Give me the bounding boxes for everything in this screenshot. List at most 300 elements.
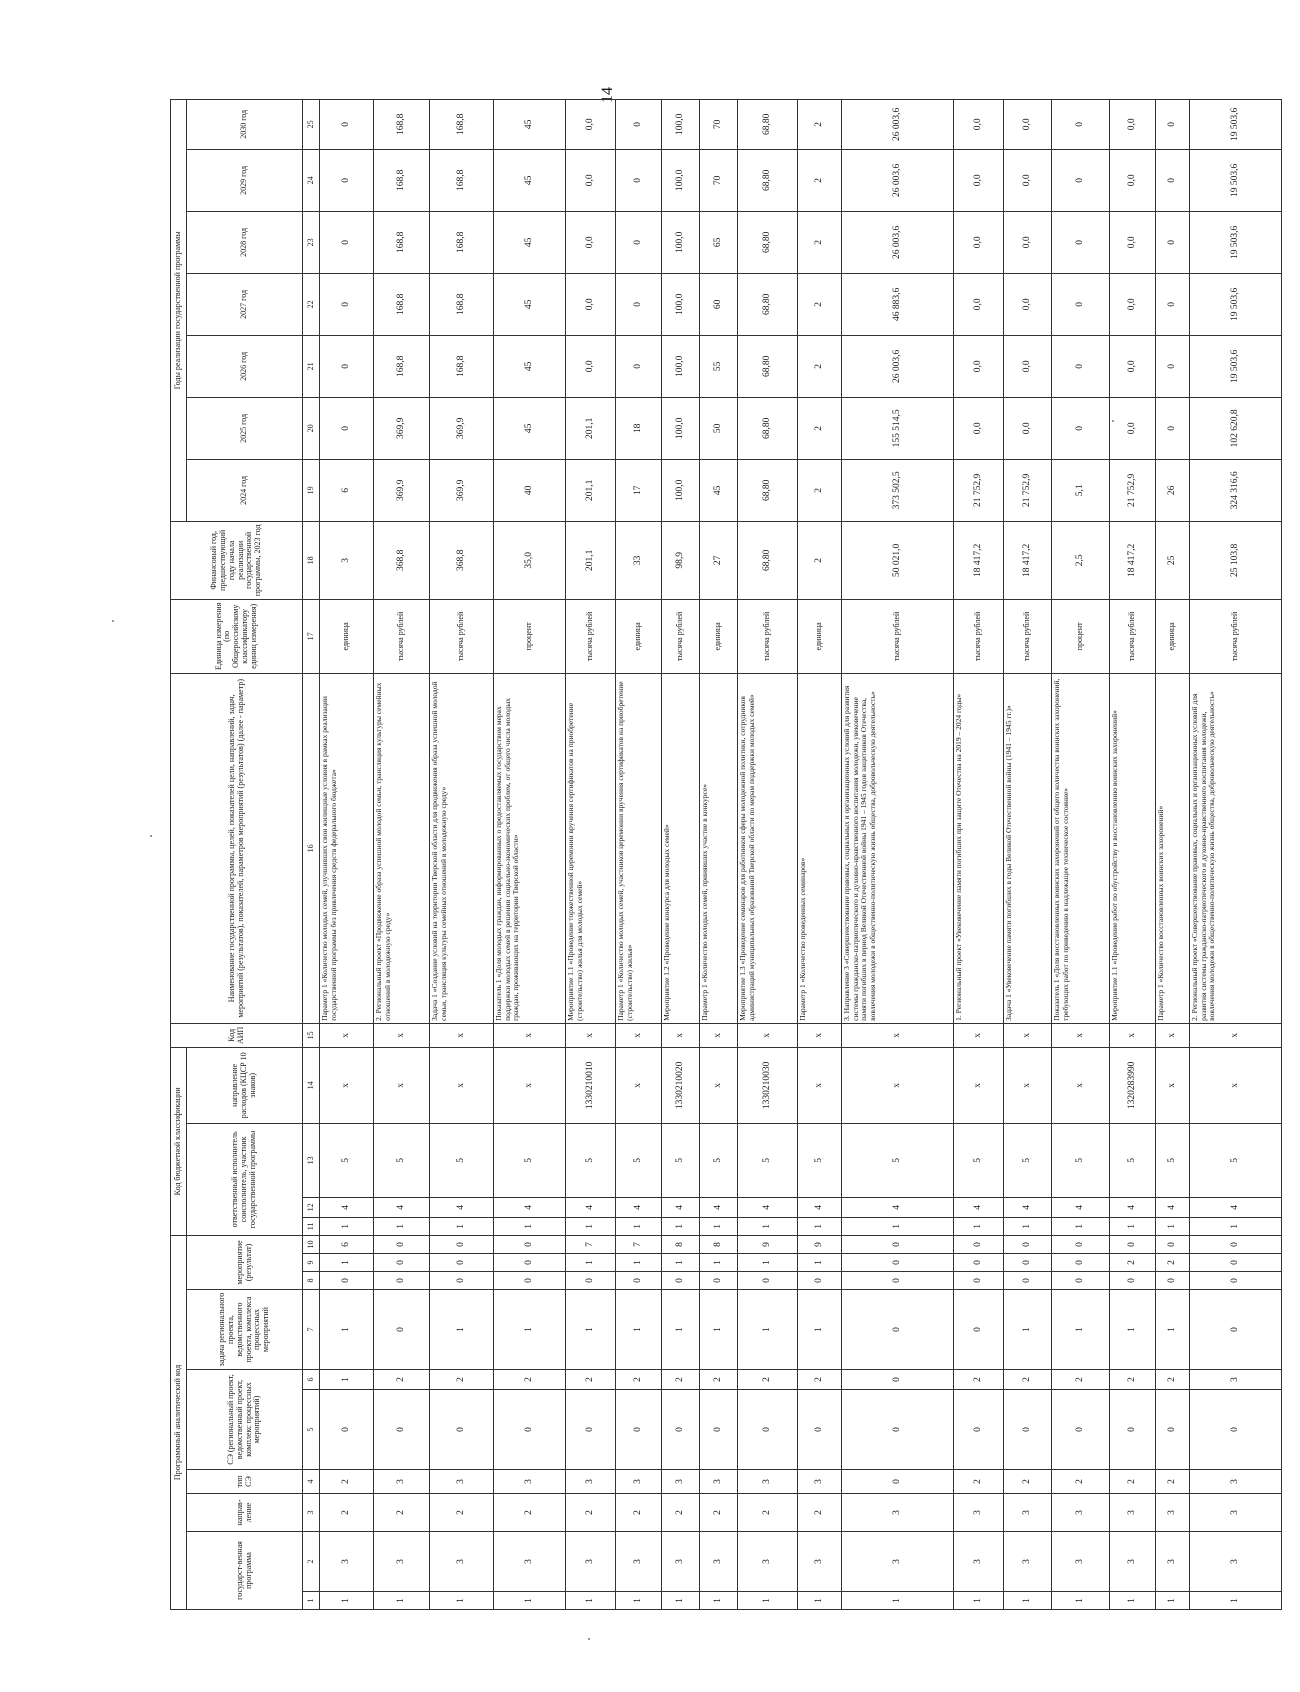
row-year-value: 68,80 bbox=[738, 149, 798, 211]
row-year-value: 0,0 bbox=[1004, 335, 1052, 397]
code-cell: 4 bbox=[430, 1197, 494, 1217]
code-cell: 5 bbox=[1052, 1123, 1110, 1197]
code-cell: 0 bbox=[1190, 1254, 1282, 1272]
code-cell: 2 bbox=[1004, 1470, 1052, 1494]
code-cell: 0 bbox=[954, 1235, 1004, 1253]
code-cell: 3 bbox=[616, 1532, 662, 1592]
code-cell: х bbox=[954, 1047, 1004, 1123]
code-cell: 0 bbox=[1052, 1235, 1110, 1253]
code-cell: 4 bbox=[1156, 1197, 1190, 1217]
column-number: 11 bbox=[303, 1217, 320, 1235]
row-year-value: 19 503,6 bbox=[1190, 211, 1282, 273]
header-year-2030: 2030 год bbox=[187, 99, 303, 149]
row-year-value: 68,80 bbox=[738, 273, 798, 335]
code-cell: 2 bbox=[662, 1370, 700, 1390]
row-year-value: 26 003,6 bbox=[842, 99, 954, 149]
column-number: 22 bbox=[303, 273, 320, 335]
code-cell: 3 bbox=[1004, 1494, 1052, 1532]
code-cell: х bbox=[1190, 1023, 1282, 1047]
code-cell: 1 bbox=[1190, 1592, 1282, 1610]
code-cell: 2 bbox=[738, 1370, 798, 1390]
row-year-value: 0,0 bbox=[1110, 397, 1156, 459]
column-number: 9 bbox=[303, 1254, 320, 1272]
code-cell: 3 bbox=[954, 1494, 1004, 1532]
code-cell: 2 bbox=[430, 1370, 494, 1390]
code-cell: 1 bbox=[430, 1290, 494, 1370]
code-cell: 1 bbox=[566, 1254, 616, 1272]
column-number: 13 bbox=[303, 1123, 320, 1197]
code-cell: 0 bbox=[954, 1254, 1004, 1272]
code-cell: 0 bbox=[1004, 1390, 1052, 1470]
code-cell: 0 bbox=[1110, 1390, 1156, 1470]
row-unit: единица bbox=[616, 599, 662, 673]
row-fin-2023: 25 bbox=[1156, 521, 1190, 599]
code-cell: 4 bbox=[662, 1197, 700, 1217]
code-cell: 3 bbox=[494, 1470, 566, 1494]
header-budget-code: Код бюджетной классификации bbox=[171, 1047, 187, 1235]
row-year-value: 100,0 bbox=[662, 397, 700, 459]
row-unit: единица bbox=[1156, 599, 1190, 673]
code-cell: 2 bbox=[494, 1370, 566, 1390]
code-cell: х bbox=[700, 1047, 738, 1123]
code-cell: 1 bbox=[842, 1217, 954, 1235]
row-year-value: 0,0 bbox=[566, 149, 616, 211]
row-year-value: 168,8 bbox=[430, 149, 494, 211]
table-row bbox=[1004, 99, 1052, 1609]
row-year-value: 100,0 bbox=[662, 273, 700, 335]
row-year-value: 0,0 bbox=[954, 149, 1004, 211]
header-years-group: Годы реализации государственной программы bbox=[171, 99, 187, 521]
code-cell: 2 bbox=[798, 1370, 842, 1390]
row-name: Параметр 1 «Количество молодых семей, участников церемонии вручения сертификатов на приобретение (строительство) жилья» bbox=[616, 673, 662, 1023]
row-year-value: 0,0 bbox=[566, 335, 616, 397]
header-prog-code: Программный аналитический код bbox=[171, 1235, 187, 1609]
code-cell: 0 bbox=[616, 1272, 662, 1290]
row-unit: тысяча рублей bbox=[738, 599, 798, 673]
row-fin-2023: 18 417,2 bbox=[1110, 521, 1156, 599]
row-year-value: 68,80 bbox=[738, 459, 798, 521]
header-task: задача регионального проекта, ведомственного проекта, комплекса процессных мероприятий bbox=[187, 1290, 303, 1370]
header-type-se: тип СЭ bbox=[187, 1470, 303, 1494]
row-fin-2023: 368,8 bbox=[430, 521, 494, 599]
code-cell: 3 bbox=[1110, 1532, 1156, 1592]
code-cell: 5 bbox=[374, 1123, 430, 1197]
column-number: 15 bbox=[303, 1023, 320, 1047]
code-cell: 0 bbox=[1190, 1272, 1282, 1290]
code-cell: 1 bbox=[1052, 1217, 1110, 1235]
row-year-value: 0,0 bbox=[1110, 273, 1156, 335]
code-cell: 3 bbox=[1156, 1532, 1190, 1592]
code-cell: 1 bbox=[1190, 1217, 1282, 1235]
column-number: 1 bbox=[303, 1592, 320, 1610]
row-year-value: 369,9 bbox=[430, 397, 494, 459]
code-cell: 4 bbox=[738, 1197, 798, 1217]
code-cell: 4 bbox=[1190, 1197, 1282, 1217]
code-cell: 1 bbox=[494, 1217, 566, 1235]
code-cell: 1 bbox=[798, 1217, 842, 1235]
row-year-value: 0 bbox=[616, 335, 662, 397]
row-year-value: 324 316,6 bbox=[1190, 459, 1282, 521]
code-cell: 3 bbox=[374, 1532, 430, 1592]
code-cell: 2 bbox=[616, 1370, 662, 1390]
code-cell: 1 bbox=[1004, 1217, 1052, 1235]
row-year-value: 45 bbox=[494, 335, 566, 397]
code-cell: 4 bbox=[616, 1197, 662, 1217]
code-cell: 3 bbox=[1190, 1494, 1282, 1532]
header-aip: Код АИП bbox=[171, 1023, 303, 1047]
code-cell: 5 bbox=[662, 1123, 700, 1197]
code-cell: 3 bbox=[566, 1532, 616, 1592]
code-cell: х bbox=[320, 1047, 374, 1123]
row-year-value: 0 bbox=[320, 397, 374, 459]
code-cell: 2 bbox=[1156, 1470, 1190, 1494]
code-cell: 0 bbox=[430, 1254, 494, 1272]
row-name: Мероприятие 1.2 «Проведение конкурса для молодых семей» bbox=[662, 673, 700, 1023]
row-year-value: 46 883,6 bbox=[842, 273, 954, 335]
row-year-value: 45 bbox=[494, 397, 566, 459]
header-year-2026: 2026 год bbox=[187, 335, 303, 397]
code-cell: 4 bbox=[954, 1197, 1004, 1217]
code-cell: 0 bbox=[662, 1272, 700, 1290]
code-cell: х bbox=[662, 1023, 700, 1047]
code-cell: 0 bbox=[1004, 1272, 1052, 1290]
code-cell: 1 bbox=[738, 1592, 798, 1610]
row-fin-2023: 3 bbox=[320, 521, 374, 599]
row-year-value: 50 bbox=[700, 397, 738, 459]
row-year-value: 2 bbox=[798, 149, 842, 211]
code-cell: 5 bbox=[842, 1123, 954, 1197]
code-cell: 0 bbox=[1156, 1272, 1190, 1290]
code-cell: 1 bbox=[320, 1254, 374, 1272]
column-number: 23 bbox=[303, 211, 320, 273]
code-cell: 5 bbox=[1156, 1123, 1190, 1197]
code-cell: 0 bbox=[1052, 1390, 1110, 1470]
code-cell: 0 bbox=[374, 1390, 430, 1470]
code-cell: 3 bbox=[954, 1532, 1004, 1592]
row-year-value: 0 bbox=[1156, 149, 1190, 211]
code-cell: 2 bbox=[798, 1494, 842, 1532]
row-year-value: 21 752,9 bbox=[1004, 459, 1052, 521]
row-year-value: 0 bbox=[320, 211, 374, 273]
row-fin-2023: 201,1 bbox=[566, 521, 616, 599]
code-cell: 1330210010 bbox=[566, 1047, 616, 1123]
row-unit: тысяча рублей bbox=[662, 599, 700, 673]
code-cell: 4 bbox=[566, 1197, 616, 1217]
code-cell: 4 bbox=[798, 1197, 842, 1217]
row-year-value: 0,0 bbox=[954, 397, 1004, 459]
row-unit: тысяча рублей bbox=[1004, 599, 1052, 673]
header-year-2025: 2025 год bbox=[187, 397, 303, 459]
code-cell: 3 bbox=[842, 1532, 954, 1592]
code-cell: 1 bbox=[566, 1290, 616, 1370]
code-cell: 5 bbox=[954, 1123, 1004, 1197]
row-unit: тысяча рублей bbox=[374, 599, 430, 673]
row-year-value: 100,0 bbox=[662, 149, 700, 211]
code-cell: 2 bbox=[320, 1494, 374, 1532]
row-year-value: 0 bbox=[616, 99, 662, 149]
row-year-value: 70 bbox=[700, 149, 738, 211]
row-year-value: 0,0 bbox=[566, 211, 616, 273]
code-cell: 0 bbox=[494, 1390, 566, 1470]
code-cell: х bbox=[798, 1047, 842, 1123]
code-cell: 3 bbox=[662, 1532, 700, 1592]
program-table bbox=[170, 99, 1282, 1610]
header-fin-year: Финансовый год, предшествующий году начала реализации государственной программы, 2023 год bbox=[171, 521, 303, 599]
code-cell: 0 bbox=[954, 1272, 1004, 1290]
row-year-value: 19 503,6 bbox=[1190, 335, 1282, 397]
code-cell: 3 bbox=[1110, 1494, 1156, 1532]
header-event: мероприятие (результат) bbox=[187, 1235, 303, 1289]
code-cell: 2 bbox=[954, 1370, 1004, 1390]
code-cell: 0 bbox=[320, 1390, 374, 1470]
table-row bbox=[738, 99, 798, 1609]
row-year-value: 0 bbox=[1156, 397, 1190, 459]
column-number: 17 bbox=[303, 599, 320, 673]
row-year-value: 168,8 bbox=[374, 99, 430, 149]
row-fin-2023: 35,0 bbox=[494, 521, 566, 599]
row-name: Задача 1 «Создание условий на территории Тверской области для продвижения образа успешной молодой семьи, трансляция культуры семейных отношений в молодежную среду» bbox=[430, 673, 494, 1023]
column-number: 7 bbox=[303, 1290, 320, 1370]
row-year-value: 2 bbox=[798, 273, 842, 335]
row-year-value: 168,8 bbox=[430, 99, 494, 149]
code-cell: 5 bbox=[616, 1123, 662, 1197]
code-cell: 5 bbox=[1110, 1123, 1156, 1197]
row-year-value: 26 003,6 bbox=[842, 335, 954, 397]
code-cell: 3 bbox=[1190, 1470, 1282, 1494]
code-cell: 1 bbox=[738, 1290, 798, 1370]
code-cell: 3 bbox=[430, 1532, 494, 1592]
code-cell: 2 bbox=[566, 1370, 616, 1390]
row-year-value: 0 bbox=[616, 149, 662, 211]
row-name: Параметр 1 «Количество проведенных семинаров» bbox=[798, 673, 842, 1023]
code-cell: 0 bbox=[798, 1390, 842, 1470]
row-year-value: 0 bbox=[1156, 273, 1190, 335]
row-name: Задача 1 «Увековечение памяти погибших в годы Великой Отечественной войны (1941 – 1945 гг.)» bbox=[1004, 673, 1052, 1023]
code-cell: 5 bbox=[1190, 1123, 1282, 1197]
row-year-value: 0 bbox=[1052, 99, 1110, 149]
column-number: 18 bbox=[303, 521, 320, 599]
column-number-row bbox=[303, 99, 320, 1609]
row-unit: тысяча рублей bbox=[566, 599, 616, 673]
column-number: 25 bbox=[303, 99, 320, 149]
code-cell: 2 bbox=[1110, 1254, 1156, 1272]
code-cell: 8 bbox=[700, 1235, 738, 1253]
code-cell: 9 bbox=[798, 1235, 842, 1253]
code-cell: 1 bbox=[700, 1254, 738, 1272]
code-cell: 3 bbox=[374, 1470, 430, 1494]
code-cell: 2 bbox=[374, 1494, 430, 1532]
code-cell: 1 bbox=[1052, 1290, 1110, 1370]
table-row bbox=[320, 99, 374, 1609]
row-year-value: 17 bbox=[616, 459, 662, 521]
code-cell: 1 bbox=[430, 1592, 494, 1610]
row-year-value: 0,0 bbox=[954, 273, 1004, 335]
row-unit: тысяча рублей bbox=[1110, 599, 1156, 673]
code-cell: 1 bbox=[662, 1290, 700, 1370]
code-cell: х bbox=[374, 1047, 430, 1123]
code-cell: х bbox=[374, 1023, 430, 1047]
code-cell: 2 bbox=[1156, 1254, 1190, 1272]
row-year-value: 168,8 bbox=[430, 211, 494, 273]
code-cell: 3 bbox=[798, 1532, 842, 1592]
code-cell: 1 bbox=[700, 1290, 738, 1370]
header-executor: ответственный исполнитель соисполнитель, участник государственной программы bbox=[187, 1123, 303, 1235]
column-number: 21 bbox=[303, 335, 320, 397]
row-name: 3. Направление 3 «Совершенствование правовых, социальных и организационных условий для развития системы гражданско-патриотического и духовно-нравственного воспитания молодежи, увековечение памяти погибших в период Великой Отечественной войны 1941 – 1945 годов защитников Отечества, вовлечения молодежи в общественно-политическую жизнь общества, добровольческую деятельность» bbox=[842, 673, 954, 1023]
row-year-value: 0,0 bbox=[954, 335, 1004, 397]
row-year-value: 102 620,8 bbox=[1190, 397, 1282, 459]
code-cell: 1 bbox=[374, 1592, 430, 1610]
row-unit: процент bbox=[1052, 599, 1110, 673]
column-number: 16 bbox=[303, 673, 320, 1023]
code-cell: 0 bbox=[494, 1235, 566, 1253]
row-year-value: 0 bbox=[320, 335, 374, 397]
code-cell: 6 bbox=[320, 1235, 374, 1253]
code-cell: 2 bbox=[1110, 1470, 1156, 1494]
code-cell: 0 bbox=[566, 1390, 616, 1470]
code-cell: 1 bbox=[954, 1217, 1004, 1235]
code-cell: 0 bbox=[700, 1390, 738, 1470]
row-year-value: 5,1 bbox=[1052, 459, 1110, 521]
code-cell: 4 bbox=[320, 1197, 374, 1217]
code-cell: 3 bbox=[1052, 1494, 1110, 1532]
code-cell: 0 bbox=[738, 1390, 798, 1470]
table-row bbox=[1156, 99, 1190, 1609]
column-number: 14 bbox=[303, 1047, 320, 1123]
table-row bbox=[798, 99, 842, 1609]
code-cell: 1 bbox=[1156, 1592, 1190, 1610]
code-cell: 2 bbox=[616, 1494, 662, 1532]
row-name: Показатель 1 «Доля восстановленных воинских захоронений от общего количества воинских захоронений, требующих работ по приведению в надлежащее техническое состояние» bbox=[1052, 673, 1110, 1023]
rotated-table-area bbox=[170, 100, 1300, 1610]
code-cell: 1 bbox=[320, 1290, 374, 1370]
row-year-value: 0,0 bbox=[1004, 397, 1052, 459]
row-unit: единица bbox=[700, 599, 738, 673]
row-year-value: 19 503,6 bbox=[1190, 99, 1282, 149]
code-cell: 0 bbox=[700, 1272, 738, 1290]
code-cell: 0 bbox=[842, 1470, 954, 1494]
code-cell: 0 bbox=[374, 1290, 430, 1370]
code-cell: 1 bbox=[798, 1254, 842, 1272]
code-cell: х bbox=[1004, 1023, 1052, 1047]
code-cell: 0 bbox=[1190, 1235, 1282, 1253]
code-cell: 2 bbox=[320, 1470, 374, 1494]
code-cell: х bbox=[320, 1023, 374, 1047]
code-cell: 0 bbox=[1052, 1254, 1110, 1272]
row-year-value: 2 bbox=[798, 99, 842, 149]
row-year-value: 26 bbox=[1156, 459, 1190, 521]
code-cell: 1 bbox=[374, 1217, 430, 1235]
code-cell: 1330210020 bbox=[662, 1047, 700, 1123]
row-name: Мероприятие 1.1 «Проведение торжественной церемонии вручения сертификатов на приобретение (строительство) жилья для молодых семей» bbox=[566, 673, 616, 1023]
code-cell: 3 bbox=[738, 1532, 798, 1592]
code-cell: х bbox=[1004, 1047, 1052, 1123]
row-fin-2023: 27 bbox=[700, 521, 738, 599]
row-fin-2023: 25 103,8 bbox=[1190, 521, 1282, 599]
code-cell: 5 bbox=[566, 1123, 616, 1197]
code-cell: 1 bbox=[1110, 1290, 1156, 1370]
column-number: 8 bbox=[303, 1272, 320, 1290]
code-cell: 1 bbox=[662, 1217, 700, 1235]
row-fin-2023: 2 bbox=[798, 521, 842, 599]
code-cell: х bbox=[1190, 1047, 1282, 1123]
code-cell: х bbox=[616, 1047, 662, 1123]
row-name: 2. Региональный проект «Совершенствование правовых, социальных и организационных условий для развития системы гражданско-патриотического и духовно-нравственного воспитания молодежи, вовлечения молодежи в общественно-политическую жизнь общества, добровольческую деятельность» bbox=[1190, 673, 1282, 1023]
row-year-value: 0,0 bbox=[954, 211, 1004, 273]
code-cell: 1 bbox=[1052, 1592, 1110, 1610]
row-name: Показатель 1 «Доля молодых граждан, информированных о предоставляемых государством мерах поддержки молодых семей в решении социально-экономических проблем, от общего числа молодых граждан, проживающих на территории Тверской области» bbox=[494, 673, 566, 1023]
row-year-value: 155 514,5 bbox=[842, 397, 954, 459]
row-year-value: 0,0 bbox=[1110, 335, 1156, 397]
row-unit: процент bbox=[494, 599, 566, 673]
code-cell: 0 bbox=[1052, 1272, 1110, 1290]
code-cell: 0 bbox=[738, 1272, 798, 1290]
code-cell: х bbox=[1052, 1047, 1110, 1123]
code-cell: х bbox=[738, 1023, 798, 1047]
code-cell: 3 bbox=[798, 1470, 842, 1494]
code-cell: 0 bbox=[430, 1390, 494, 1470]
code-cell: 0 bbox=[1156, 1390, 1190, 1470]
row-year-value: 2 bbox=[798, 211, 842, 273]
row-name: Параметр 1 «Количество молодых семей, улучшивших свои жилищные условия в рамках реализации государственной программы без привлечения средств федерального бюджета» bbox=[320, 673, 374, 1023]
code-cell: 1 bbox=[738, 1254, 798, 1272]
row-year-value: 373 502,5 bbox=[842, 459, 954, 521]
code-cell: 8 bbox=[662, 1235, 700, 1253]
code-cell: 0 bbox=[1110, 1272, 1156, 1290]
code-cell: 0 bbox=[842, 1290, 954, 1370]
code-cell: 0 bbox=[320, 1272, 374, 1290]
row-name: Мероприятие 1.3 «Проведение семинаров для работников сферы молодежной политики, сотрудников администраций муниципальных образований Тверской области по мерам поддержки молодых семей» bbox=[738, 673, 798, 1023]
column-number: 10 bbox=[303, 1235, 320, 1253]
code-cell: 1330210030 bbox=[738, 1047, 798, 1123]
header-unit: Единица измерения (по Общероссийскому классификатору единиц измерения) bbox=[171, 599, 303, 673]
code-cell: 1 bbox=[494, 1592, 566, 1610]
code-cell: 1 bbox=[798, 1592, 842, 1610]
header-direction: направ-ление bbox=[187, 1494, 303, 1532]
row-year-value: 0 bbox=[616, 273, 662, 335]
code-cell: 0 bbox=[374, 1235, 430, 1253]
code-cell: 2 bbox=[374, 1370, 430, 1390]
code-cell: 0 bbox=[494, 1254, 566, 1272]
code-cell: 1 bbox=[1110, 1217, 1156, 1235]
code-cell: 3 bbox=[1190, 1532, 1282, 1592]
code-cell: х bbox=[566, 1023, 616, 1047]
code-cell: х bbox=[1156, 1047, 1190, 1123]
code-cell: х bbox=[494, 1047, 566, 1123]
row-year-value: 19 503,6 bbox=[1190, 149, 1282, 211]
column-number: 6 bbox=[303, 1370, 320, 1390]
code-cell: 1 bbox=[662, 1254, 700, 1272]
code-cell: 4 bbox=[1004, 1197, 1052, 1217]
code-cell: х bbox=[842, 1047, 954, 1123]
code-cell: 0 bbox=[842, 1254, 954, 1272]
header-kcsr: направление расходов (КЦСР 10 знаков) bbox=[187, 1047, 303, 1123]
code-cell: 0 bbox=[798, 1272, 842, 1290]
column-number: 4 bbox=[303, 1470, 320, 1494]
row-fin-2023: 50 021,0 bbox=[842, 521, 954, 599]
code-cell: 4 bbox=[494, 1197, 566, 1217]
code-cell: 2 bbox=[954, 1470, 1004, 1494]
code-cell: 0 bbox=[662, 1390, 700, 1470]
header-year-2024: 2024 год bbox=[187, 459, 303, 521]
header-gp: государст-венная программа bbox=[187, 1532, 303, 1610]
code-cell: 3 bbox=[700, 1532, 738, 1592]
code-cell: 0 bbox=[1190, 1390, 1282, 1470]
code-cell: 4 bbox=[1110, 1197, 1156, 1217]
code-cell: 2 bbox=[566, 1494, 616, 1532]
row-fin-2023: 2,5 bbox=[1052, 521, 1110, 599]
code-cell: 1 bbox=[738, 1217, 798, 1235]
